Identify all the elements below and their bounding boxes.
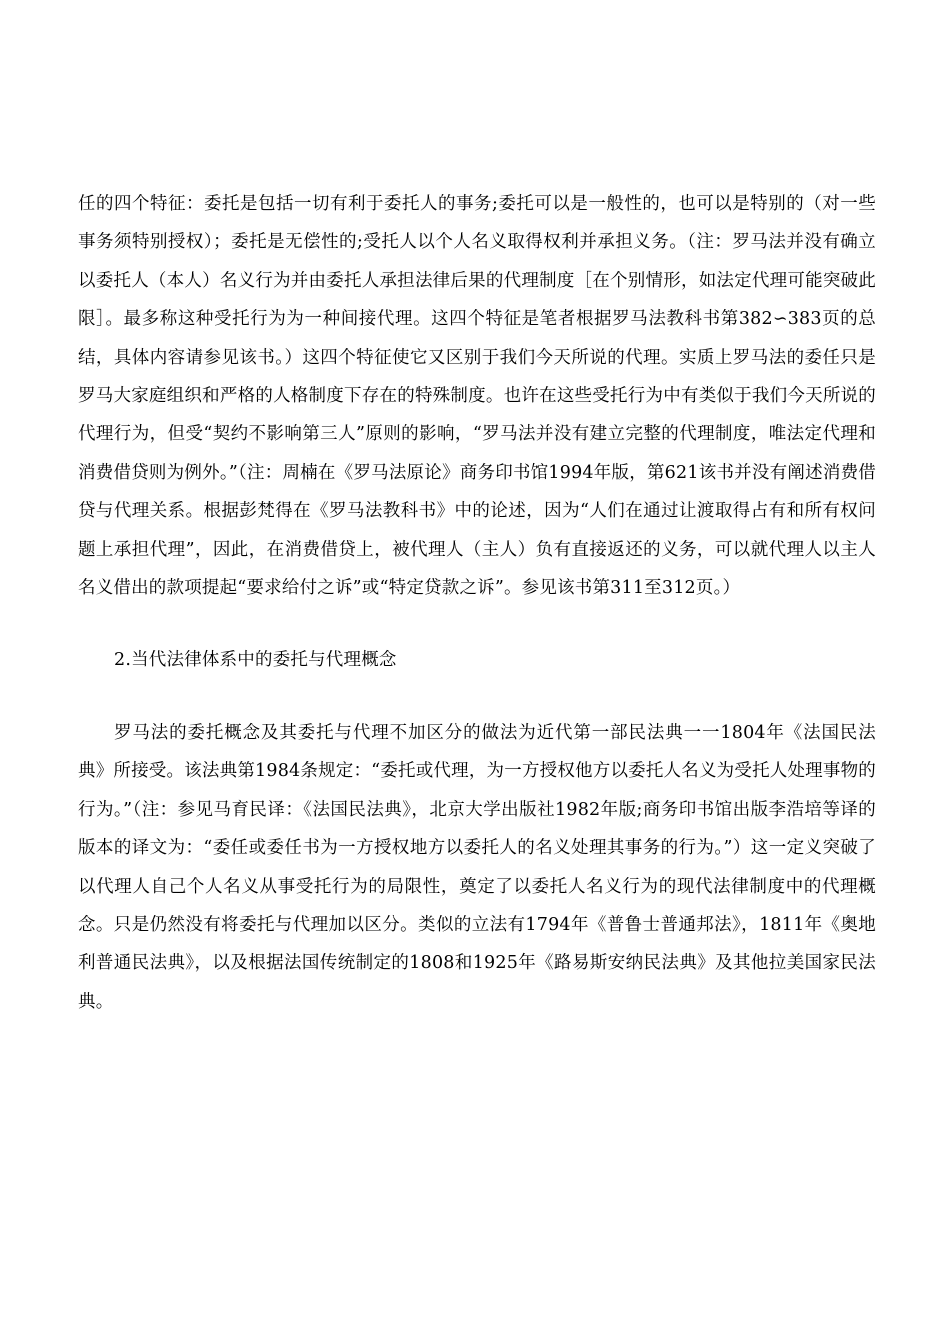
document-page: [78, 185, 876, 1021]
section-heading: 2.当代法律体系中的委托与代理概念: [114, 650, 397, 671]
body-paragraph-continued: 任的四个特征：委托是包括一切有利于委托人的事务;委托可以是一般性的，也可以是特别的（对一些事务须特别授权）；委托是无偿性的;受托人以个人名义取得权利并承担义务。（注：罗马法并没有确立以委托人（本人）名义行为并由委托人承担法律后果的代理制度［在个别情形，如法定代理可能突破此限］。最多称这种受托行为为一种间接代理。这四个特征是笔者根据罗马法教科书第382∽383页的总结，具体内容请参见该书。）这四个特征使它又区别于我们今天所说的代理。实质上罗马法的委任只是罗马大家庭组织和严格的人格制度下存在的特殊制度。也许在这些受托行为中有类似于我们今天所说的代理行为，但受“契约不影响第三人”原则的影响，“罗马法并没有建立完整的代理制度，唯法定代理和消费借贷则为例外。”（注：周楠在《罗马法原论》商务印书馆1994年版，第621该书并没有阐述消费借贷与代理关系。根据彭梵得在《罗马法教科书》中的论述，因为“人们在通过让渡取得占有和所有权问题上承担代理”，因此，在消费借贷上，被代理人（主人）负有直接返还的义务，可以就代理人以主人名义借出的款项提起“要求给付之诉”或“特定贷款之诉”。参见该书第311至312页。）: [78, 194, 876, 599]
body-paragraph: 罗马法的委托概念及其委托与代理不加区分的做法为近代第一部民法典一一1804年《法国民法典》所接受。该法典第1984条规定：“委托或代理，为一方授权他方以委托人名义为受托人处理事物的行为。”（注：参见马育民译：《法国民法典》，北京大学出版社1982年版;商务印书馆出版李浩培等译的版本的译文为：“委任或委任书为一方授权地方以委托人的名义处理其事务的行为。”）这一定义突破了以代理人自己个人名义从事受托行为的局限性，奠定了以委托人名义行为的现代法律制度中的代理概念。只是仍然没有将委托与代理加以区分。类似的立法有1794年《普鲁士普通邦法》，1811年《奥地利普通民法典》，以及根据法国传统制定的1808和1925年《路易斯安纳民法典》及其他拉美国家民法典。: [78, 722, 876, 1012]
